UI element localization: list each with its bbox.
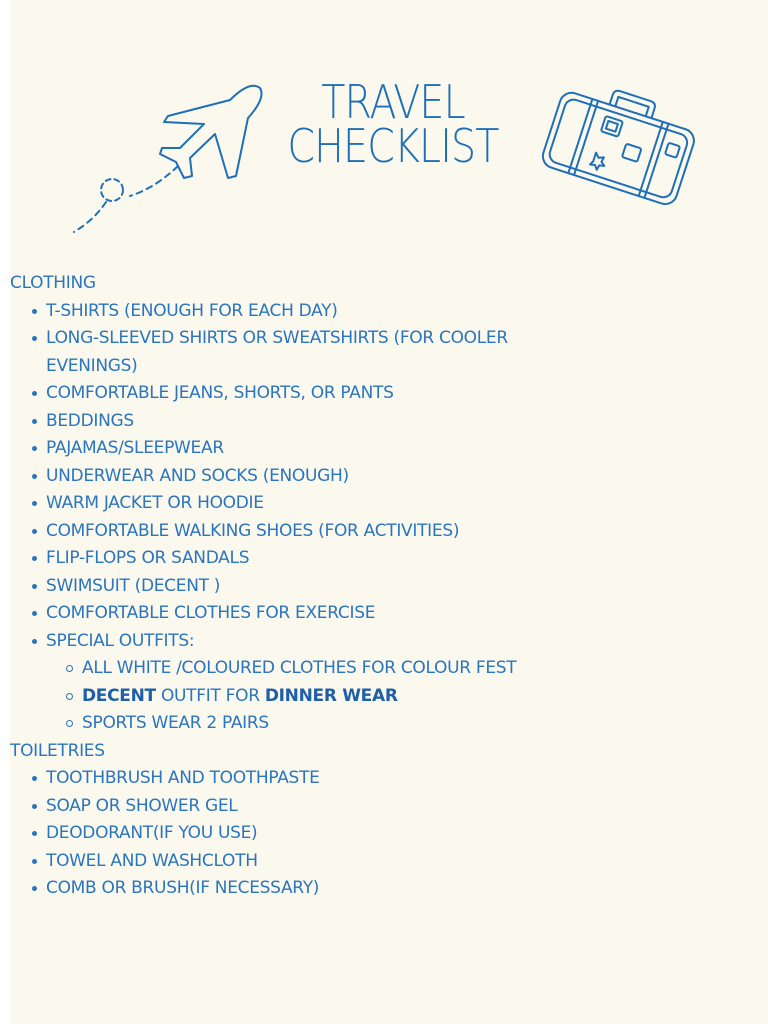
list-item: SOAP OR SHOWER GEL bbox=[10, 793, 556, 821]
sub-list-item bbox=[10, 683, 722, 711]
checklist-page bbox=[10, 0, 768, 1024]
page-title bbox=[268, 75, 518, 173]
list-item: T-SHIRTS (ENOUGH FOR EACH DAY) bbox=[10, 298, 556, 326]
list-item-label: SPECIAL OUTFITS: bbox=[46, 630, 195, 651]
title-line-1: TRAVEL bbox=[321, 75, 465, 129]
list-item: TOOTHBRUSH AND TOOTHPASTE bbox=[10, 765, 556, 793]
list-item: PAJAMAS/SLEEPWEAR bbox=[10, 435, 556, 463]
suitcase-icon bbox=[538, 88, 703, 213]
list-item: DEODORANT(IF YOU USE) bbox=[10, 820, 556, 848]
list-item: FLIP-FLOPS OR SANDALS bbox=[10, 545, 556, 573]
list-item: COMFORTABLE JEANS, SHORTS, OR PANTS bbox=[10, 380, 556, 408]
section-heading-toiletries: TOILETRIES bbox=[10, 740, 105, 761]
airplane-icon bbox=[60, 78, 270, 238]
list-item-special-outfits bbox=[10, 628, 556, 738]
special-outfits-list bbox=[46, 655, 556, 738]
sub-list-item: SPORTS WEAR 2 PAIRS bbox=[10, 710, 722, 738]
list-item: TOWEL AND WASHCLOTH bbox=[10, 848, 556, 876]
clothing-list bbox=[10, 298, 758, 738]
toiletries-list bbox=[10, 765, 758, 903]
list-item: LONG-SLEEVED SHIRTS OR SWEATSHIRTS (FOR COOLER EVENINGS) bbox=[10, 325, 556, 380]
header bbox=[10, 0, 768, 250]
checklist-content bbox=[10, 270, 758, 903]
list-item: COMFORTABLE WALKING SHOES (FOR ACTIVITIES) bbox=[10, 518, 556, 546]
sub-list-item: ALL WHITE /COLOURED CLOTHES FOR COLOUR FEST bbox=[10, 655, 722, 683]
list-item: WARM JACKET OR HOODIE bbox=[10, 490, 556, 518]
list-item: SWIMSUIT (DECENT ) bbox=[10, 573, 556, 601]
list-item: BEDDINGS bbox=[10, 408, 556, 436]
list-item: UNDERWEAR AND SOCKS (ENOUGH) bbox=[10, 463, 556, 491]
title-line-2: CHECKLIST bbox=[287, 119, 499, 173]
sub-list-item-text: OUTFIT FOR bbox=[155, 685, 265, 706]
emphasis-text: DINNER WEAR bbox=[264, 685, 398, 706]
list-item: COMFORTABLE CLOTHES FOR EXERCISE bbox=[10, 600, 556, 628]
list-item: COMB OR BRUSH(IF NECESSARY) bbox=[10, 875, 556, 903]
emphasis-text: DECENT bbox=[82, 685, 156, 706]
section-heading-clothing: CLOTHING bbox=[10, 273, 96, 293]
